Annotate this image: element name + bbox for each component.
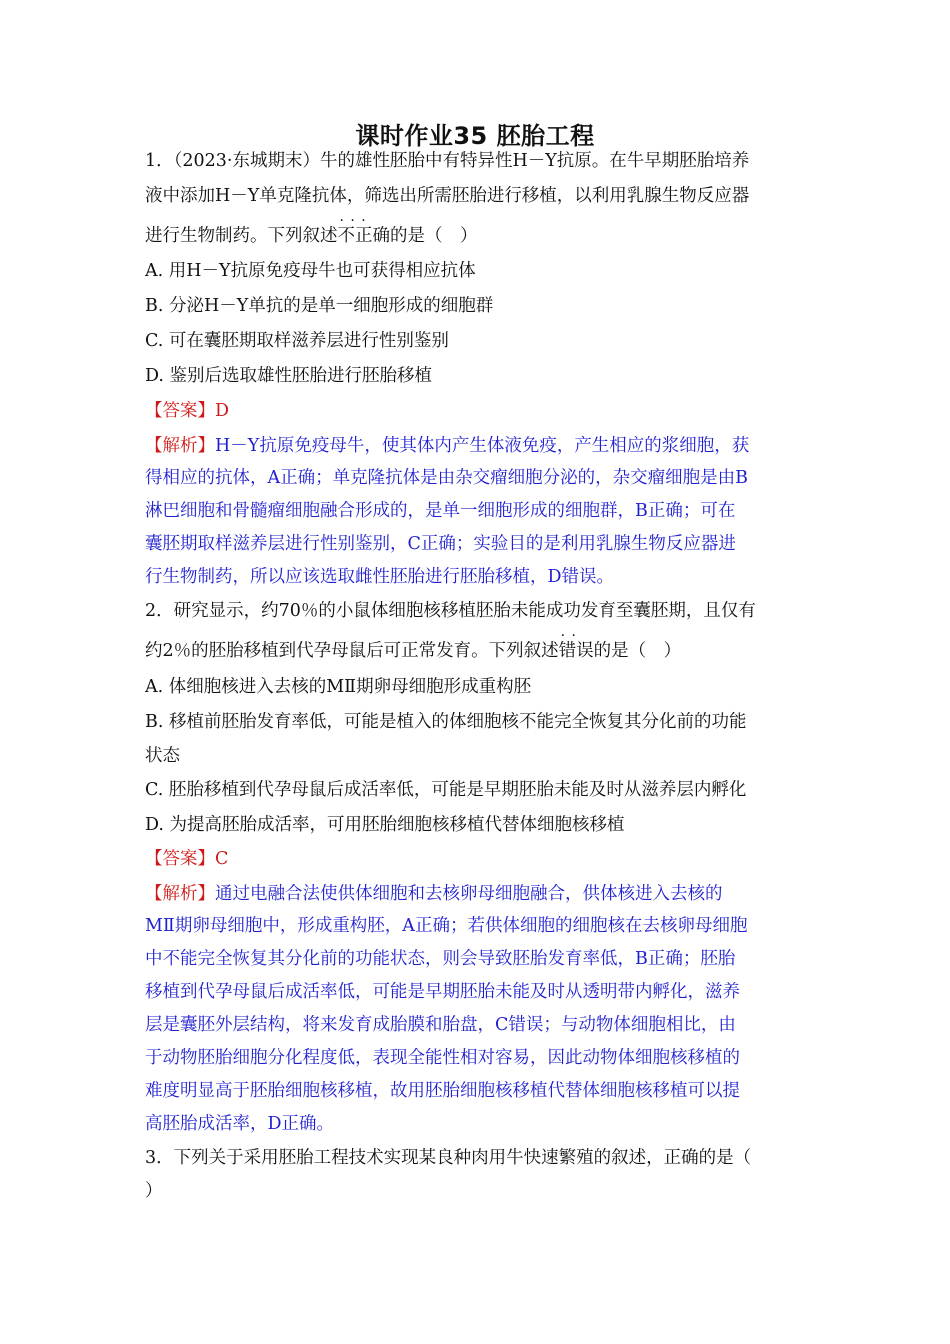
q1-option-d: D. 鉴别后选取雄性胚胎进行胚胎移植 <box>145 366 433 386</box>
q1-option-b: B. 分泌H－Y单抗的是单一细胞形成的细胞群 <box>145 296 494 316</box>
analysis-label: 【解析】 <box>145 884 215 904</box>
analysis-text: 通过电融合法使供体细胞和去核卵母细胞融合，供体核进入去核的 <box>215 884 723 904</box>
q2-option-c: C. 胚胎移植到代孕母鼠后成活率低，可能是早期胚胎未能及时从滋养层内孵化 <box>145 780 747 800</box>
q1-stem-line-2: 液中添加H－Y单克隆抗体，筛选出所需胚胎进行移植，以利用乳腺生物反应器 <box>145 186 750 206</box>
q1-option-c: C. 可在囊胚期取样滋养层进行性别鉴别 <box>145 331 449 351</box>
q1-analysis-line-1 <box>145 435 810 457</box>
q1-answer <box>145 400 810 422</box>
q1-analysis-line-5: 行生物制药，所以应该选取雌性胚胎进行胚胎移植，D错误。 <box>145 567 615 587</box>
q2-analysis-line-3: 中不能完全恢复其分化前的功能状态，则会导致胚胎发育率低，B正确；胚胎 <box>145 949 736 969</box>
q2-analysis-line-7: 难度明显高于胚胎细胞核移植，故用胚胎细胞核移植代替体细胞核移植可以提 <box>145 1081 740 1101</box>
q2-analysis-line-5: 层是囊胚外层结构，将来发育成胎膜和胎盘，C错误；与动物体细胞相比，由 <box>145 1015 736 1035</box>
q2-option-d: D. 为提高胚胎成活率，可用胚胎细胞核移植代替体细胞核移植 <box>145 815 625 835</box>
q2-emphasis-text: · · 错误 <box>559 641 594 661</box>
q1-stem-text: 进行生物制药。下列叙述 <box>145 226 338 246</box>
answer-value: D <box>215 401 230 421</box>
q2-analysis-line-2: MⅡ期卵母细胞中，形成重构胚，A正确；若供体细胞的细胞核在去核卵母细胞 <box>145 916 748 936</box>
q3-stem-line-1: 3．下列关于采用胚胎工程技术实现某良种肉用牛快速繁殖的叙述，正确的是（ <box>145 1148 752 1168</box>
q2-answer <box>145 848 810 870</box>
analysis-label: 【解析】 <box>145 436 215 456</box>
analysis-text: H－Y抗原免疫母牛，使其体内产生体液免疫，产生相应的浆细胞，获 <box>215 436 750 456</box>
answer-label: 【答案】 <box>145 849 215 869</box>
q1-analysis-line-2: 得相应的抗体，A正确；单克隆抗体是由杂交瘤细胞分泌的，杂交瘤细胞是由B <box>145 468 748 488</box>
page-title: 课时作业35 胚胎工程 <box>355 122 595 150</box>
q1-analysis-line-3: 淋巴细胞和骨髓瘤细胞融合形成的，是单一细胞形成的细胞群，B正确；可在 <box>145 501 736 521</box>
q1-stem-tail: 的是（ ） <box>390 226 478 246</box>
q1-analysis-line-4: 囊胚期取样滋养层进行性别鉴别，C正确；实验目的是利用乳腺生物反应器进 <box>145 534 736 554</box>
q2-stem-line-2 <box>145 640 810 662</box>
answer-label: 【答案】 <box>145 401 215 421</box>
q1-emphasis-text: · · · 不正确 <box>338 226 391 246</box>
q1-stem-line-3 <box>145 225 810 247</box>
q2-analysis-line-6: 于动物胚胎细胞分化程度低，表现全能性相对容易，因此动物体细胞核移植的 <box>145 1048 740 1068</box>
q2-stem-text: 约2％的胚胎移植到代孕母鼠后可正常发育。下列叙述 <box>145 641 559 661</box>
answer-value: C <box>215 849 229 869</box>
q2-analysis-line-1 <box>145 883 810 905</box>
q2-option-b-cont: 状态 <box>145 746 180 766</box>
q2-option-a: A. 体细胞核进入去核的MⅡ期卵母细胞形成重构胚 <box>145 677 532 697</box>
q2-option-b: B. 移植前胚胎发育率低，可能是植入的体细胞核不能完全恢复其分化前的功能 <box>145 712 747 732</box>
q2-stem-line-1: 2．研究显示，约70％的小鼠体细胞核移植胚胎未能成功发育至囊胚期，且仅有 <box>145 601 756 621</box>
q1-stem-line-1: 1．（2023·东城期末）牛的雄性胚胎中有特异性H－Y抗原。在牛早期胚胎培养 <box>145 151 750 171</box>
q3-stem-line-2: ） <box>145 1181 163 1201</box>
q1-option-a: A. 用H－Y抗原免疫母牛也可获得相应抗体 <box>145 261 476 281</box>
q2-stem-tail: 的是（ ） <box>593 641 682 661</box>
q2-analysis-line-4: 移植到代孕母鼠后成活率低，可能是早期胚胎未能及时从透明带内孵化，滋养 <box>145 982 740 1002</box>
q2-analysis-line-8: 高胚胎成活率，D正确。 <box>145 1114 335 1134</box>
